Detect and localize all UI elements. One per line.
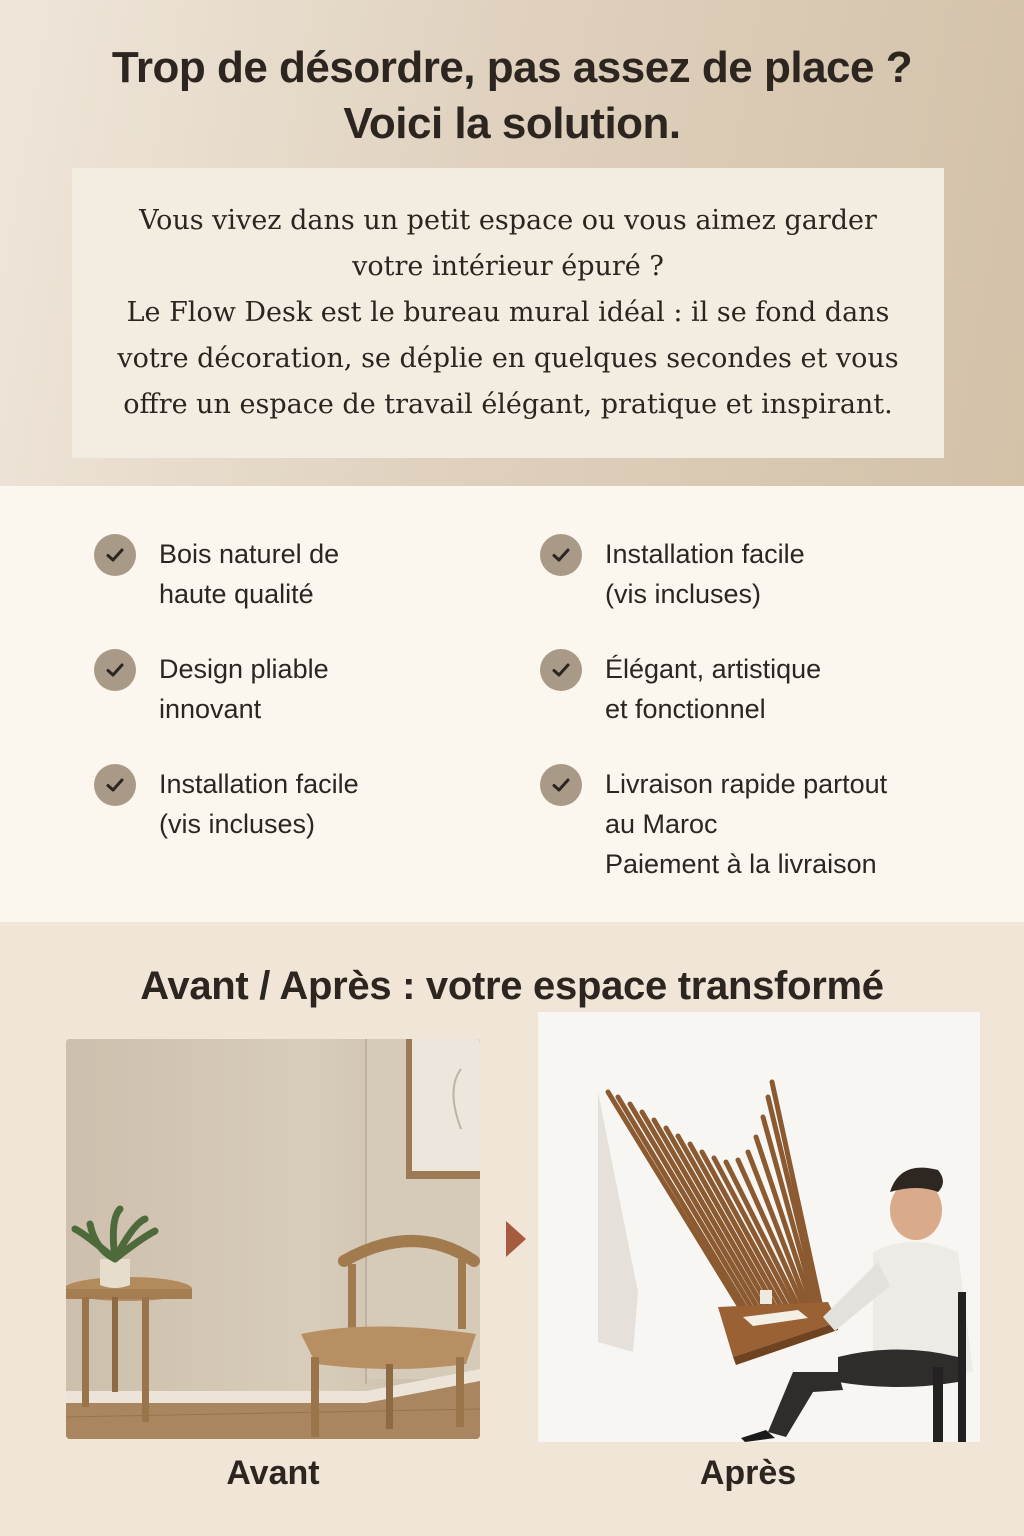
before-after-section <box>0 922 1024 1536</box>
feature-text <box>159 764 359 844</box>
feature-text <box>605 534 805 614</box>
after-photo <box>538 1012 980 1442</box>
title-line-2: Voici la solution. <box>343 99 681 148</box>
feature-item <box>540 534 805 614</box>
check-icon <box>540 534 582 576</box>
before-photo <box>66 1039 480 1439</box>
intro-line: Le Flow Desk est le bureau mural idéal : il se fond dans <box>126 297 890 328</box>
intro-box <box>72 168 944 458</box>
feature-item <box>94 534 339 614</box>
intro-line: Vous vivez dans un petit espace ou vous aimez garder <box>139 205 877 236</box>
before-after-title: Avant / Après : votre espace transformé <box>140 964 884 1008</box>
after-label: Après <box>699 1454 797 1492</box>
feature-line: Élégant, artistique <box>605 654 822 684</box>
feature-line: et fonctionnel <box>605 694 766 724</box>
feature-line: innovant <box>159 694 262 724</box>
feature-text <box>605 649 821 729</box>
feature-line: (vis incluses) <box>605 579 762 609</box>
feature-item <box>94 649 329 729</box>
intro-line: votre décoration, se déplie en quelques secondes et vous <box>117 343 899 374</box>
feature-text <box>159 649 329 729</box>
feature-text <box>605 764 887 884</box>
feature-text <box>159 534 339 614</box>
feature-line: Installation facile <box>159 769 359 799</box>
feature-line: haute qualité <box>159 579 314 609</box>
check-icon <box>94 534 136 576</box>
check-icon <box>94 649 136 691</box>
check-icon <box>94 764 136 806</box>
feature-line: Design pliable <box>159 654 329 684</box>
check-icon <box>540 649 582 691</box>
feature-line: Installation facile <box>605 539 805 569</box>
features-section <box>0 486 1024 922</box>
feature-item <box>540 649 821 729</box>
feature-line: Livraison rapide partout <box>605 769 888 799</box>
feature-item <box>94 764 359 844</box>
before-label: Avant <box>226 1454 320 1492</box>
feature-item <box>540 764 887 884</box>
intro-text <box>92 198 924 428</box>
feature-line: (vis incluses) <box>159 809 316 839</box>
intro-line: offre un espace de travail élégant, pratique et inspirant. <box>123 389 893 420</box>
hero-section <box>0 0 1024 486</box>
page-title <box>0 40 1024 152</box>
arrow-right-icon <box>506 1221 526 1257</box>
feature-line: au Maroc <box>605 809 718 839</box>
intro-line: votre intérieur épuré ? <box>352 251 664 282</box>
title-line-1: Trop de désordre, pas assez de place ? <box>111 43 913 92</box>
check-icon <box>540 764 582 806</box>
feature-line: Bois naturel de <box>159 539 340 569</box>
feature-line: Paiement à la livraison <box>605 849 877 879</box>
